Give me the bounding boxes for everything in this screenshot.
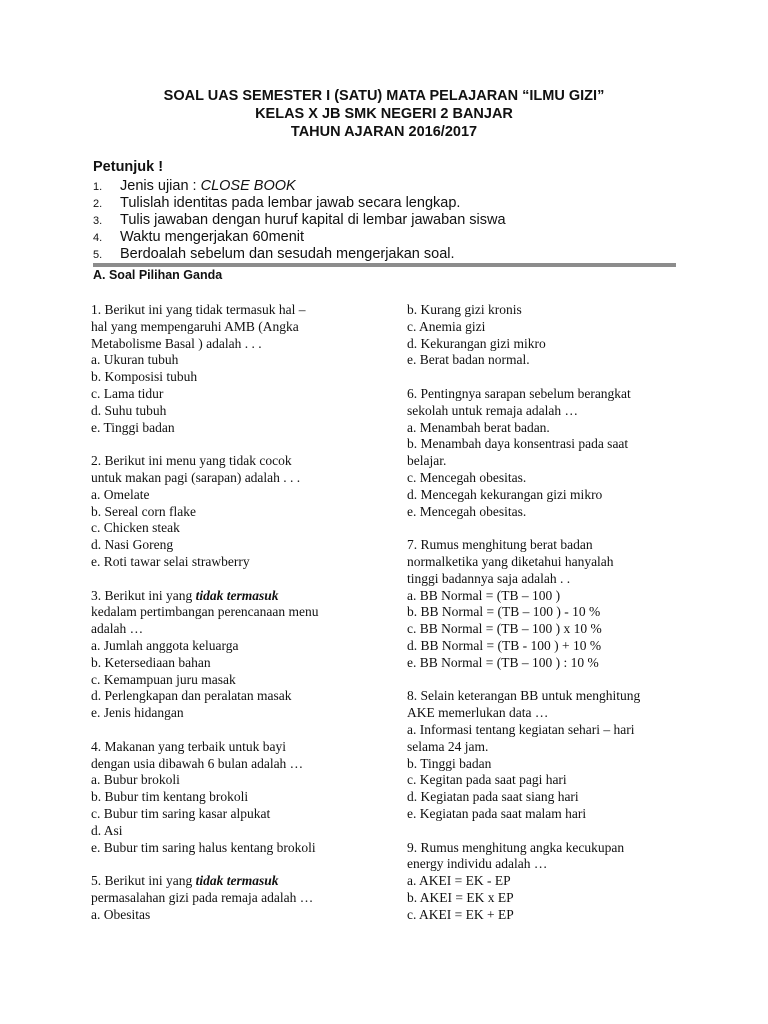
question-line (91, 806, 391, 823)
question-line (407, 470, 697, 487)
question-text: a. Ukuran tubuh (91, 352, 179, 368)
question-text: d. Perlengkapan dan peralatan masak (91, 688, 292, 704)
question-line (407, 840, 697, 857)
question-line (407, 453, 697, 470)
question-text: adalah … (91, 621, 144, 637)
instruction-number: 3. (93, 215, 103, 227)
question-text: c. Mencegah obesitas. (407, 469, 527, 485)
question-text: b. Ketersediaan bahan (91, 654, 211, 670)
instruction-number: 1. (93, 181, 103, 193)
question-line (91, 840, 391, 857)
question-line (91, 336, 391, 353)
questions-right-column (407, 302, 697, 923)
question-line (407, 772, 697, 789)
question-text: hal yang mempengaruhi AMB (Angka (91, 318, 299, 334)
question-text: d. BB Normal = (TB - 100 ) + 10 % (407, 637, 602, 653)
section-divider (93, 263, 676, 267)
question-line (91, 487, 391, 504)
question-line (91, 386, 391, 403)
question-line (407, 856, 697, 873)
question-text: e. Berat badan normal. (407, 352, 530, 368)
instruction-text: Berdoalah sebelum dan sesudah mengerjakan soal. (120, 246, 455, 262)
question-line (407, 420, 697, 437)
academic-year-line: TAHUN AJARAN 2016/2017 (290, 124, 478, 140)
question-line (407, 789, 697, 806)
instruction-item (93, 195, 506, 212)
instruction-number: 4. (93, 232, 103, 244)
question-line (407, 621, 697, 638)
question-line (91, 907, 391, 924)
emphasis-text: tidak termasuk (195, 873, 279, 889)
question-text: 2. Berikut ini menu yang tidak cocok (91, 453, 292, 469)
question-text: 8. Selain keterangan BB untuk menghitung (407, 688, 641, 704)
question-text: a. Bubur brokoli (91, 772, 180, 788)
question-line (407, 806, 697, 823)
question-line (407, 504, 697, 521)
question-text: b. Menambah daya konsentrasi pada saat (407, 436, 629, 452)
question-line (407, 655, 697, 672)
question-line (91, 688, 391, 705)
question-line (91, 655, 391, 672)
question-text: energy individu adalah … (407, 856, 548, 872)
question-line (91, 554, 391, 571)
question-line (91, 890, 391, 907)
question-line (91, 453, 391, 470)
question-text: tinggi badannya saja adalah . . (407, 570, 571, 586)
questions-left-column (91, 302, 391, 923)
question-text: permasalahan gizi pada remaja adalah … (91, 889, 314, 905)
question-text: belajar. (407, 453, 447, 469)
question-line (91, 302, 391, 319)
question-line (91, 588, 391, 605)
question-text: e. Tinggi badan (91, 419, 175, 435)
question-line (407, 403, 697, 420)
question-text: a. Menambah berat badan. (407, 419, 550, 435)
question-text: b. Sereal corn flake (91, 503, 196, 519)
question-line (407, 705, 697, 722)
question-text: selama 24 jam. (407, 738, 489, 754)
question-text: c. Bubur tim saring kasar alpukat (91, 805, 271, 821)
question-text: a. Informasi tentang kegiatan sehari – hari (407, 721, 635, 737)
instruction-text: Jenis ujian : (120, 178, 201, 194)
question-line (91, 739, 391, 756)
question-text: e. Bubur tim saring halus kentang brokoli (91, 839, 316, 855)
question-line (407, 722, 697, 739)
blank-line (91, 436, 391, 453)
blank-line (91, 856, 391, 873)
question-line (91, 504, 391, 521)
exam-title: SOAL UAS SEMESTER I (SATU) MATA PELAJARAN “ILMU GIZI” (163, 88, 605, 104)
question-line (91, 537, 391, 554)
question-text: a. Omelate (91, 486, 150, 502)
question-line (91, 823, 391, 840)
question-line (407, 588, 697, 605)
question-text: dengan usia dibawah 6 bulan adalah … (91, 755, 304, 771)
blank-line (407, 520, 697, 537)
question-line (407, 537, 697, 554)
question-line (91, 470, 391, 487)
question-line (407, 386, 697, 403)
question-line (91, 772, 391, 789)
question-line (407, 554, 697, 571)
question-text: 5. Berikut ini yang (91, 873, 196, 889)
question-text: c. BB Normal = (TB – 100 ) x 10 % (407, 621, 602, 637)
question-text: c. Kegitan pada saat pagi hari (407, 772, 567, 788)
question-line (91, 638, 391, 655)
question-text: b. Komposisi tubuh (91, 369, 198, 385)
question-text: untuk makan pagi (sarapan) adalah . . . (91, 469, 301, 485)
blank-line (407, 672, 697, 689)
question-text: b. BB Normal = (TB – 100 ) - 10 % (407, 604, 601, 620)
instructions-heading: Petunjuk ! (93, 159, 164, 175)
question-text: a. BB Normal = (TB – 100 ) (407, 587, 561, 603)
question-text: e. Mencegah obesitas. (407, 503, 527, 519)
question-text: e. BB Normal = (TB – 100 ) : 10 % (407, 654, 599, 670)
question-text: 4. Makanan yang terbaik untuk bayi (91, 738, 286, 754)
question-text: e. Jenis hidangan (91, 705, 184, 721)
question-line (91, 789, 391, 806)
instruction-item (93, 246, 506, 263)
question-line (407, 638, 697, 655)
question-text: kedalam pertimbangan perencanaan menu (91, 604, 319, 620)
question-text: d. Kekurangan gizi mikro (407, 335, 546, 351)
question-text: Metabolisme Basal ) adalah . . . (91, 335, 262, 351)
instruction-number: 2. (93, 198, 103, 210)
question-text: normalketika yang diketahui hanyalah (407, 553, 614, 569)
question-line (91, 621, 391, 638)
question-line (91, 403, 391, 420)
question-line (407, 739, 697, 756)
question-text: 9. Rumus menghitung angka kecukupan (407, 839, 625, 855)
class-school-line: KELAS X JB SMK NEGERI 2 BANJAR (255, 106, 513, 122)
instruction-item (93, 212, 506, 229)
question-line (91, 604, 391, 621)
instruction-emphasis: CLOSE BOOK (200, 178, 296, 194)
question-line (91, 369, 391, 386)
question-text: 6. Pentingnya sarapan sebelum berangkat (407, 385, 631, 401)
question-text: b. Bubur tim kentang brokoli (91, 789, 249, 805)
question-line (407, 571, 697, 588)
instruction-number: 5. (93, 249, 103, 261)
question-text: 3. Berikut ini yang (91, 587, 196, 603)
question-line (91, 319, 391, 336)
question-line (407, 756, 697, 773)
question-text: d. Suhu tubuh (91, 402, 167, 418)
question-text: 1. Berikut ini yang tidak termasuk hal – (91, 302, 306, 317)
question-text: 7. Rumus menghitung berat badan (407, 537, 593, 553)
question-line (407, 890, 697, 907)
emphasis-text: tidak termasuk (195, 587, 279, 603)
question-text: e. Roti tawar selai strawberry (91, 553, 250, 569)
question-text: c. Anemia gizi (407, 318, 486, 334)
blank-line (91, 722, 391, 739)
question-text: b. Tinggi badan (407, 755, 492, 771)
question-text: sekolah untuk remaja adalah … (407, 402, 578, 418)
question-text: c. Chicken steak (91, 520, 180, 536)
question-text: d. Nasi Goreng (91, 537, 174, 553)
instruction-text: Tulislah identitas pada lembar jawab secara lengkap. (120, 195, 461, 211)
question-line (407, 873, 697, 890)
instruction-text: Tulis jawaban dengan huruf kapital di lembar jawaban siswa (120, 212, 506, 228)
question-line (91, 420, 391, 437)
question-line (407, 352, 697, 369)
question-line (407, 604, 697, 621)
question-line (407, 907, 697, 924)
question-text: d. Mencegah kekurangan gizi mikro (407, 486, 603, 502)
question-text: a. Jumlah anggota keluarga (91, 637, 239, 653)
question-text: b. Kurang gizi kronis (407, 302, 522, 317)
instruction-item (93, 229, 506, 246)
question-text: a. AKEI = EK - EP (407, 873, 511, 889)
question-text: c. Lama tidur (91, 385, 164, 401)
question-line (91, 756, 391, 773)
question-line (91, 352, 391, 369)
question-line (407, 336, 697, 353)
question-line (91, 520, 391, 537)
question-text: b. AKEI = EK x EP (407, 889, 514, 905)
question-text: d. Kegiatan pada saat siang hari (407, 789, 579, 805)
question-text: d. Asi (91, 822, 123, 838)
question-line (407, 487, 697, 504)
instruction-item (93, 178, 506, 195)
question-line (407, 688, 697, 705)
instructions-list (93, 178, 506, 263)
question-text: c. Kemampuan juru masak (91, 671, 236, 687)
question-text: AKE memerlukan data … (407, 705, 549, 721)
question-line (407, 319, 697, 336)
question-text: e. Kegiatan pada saat malam hari (407, 805, 587, 821)
instruction-text: Waktu mengerjakan 60menit (120, 229, 305, 245)
question-line (91, 705, 391, 722)
section-title: A. Soal Pilihan Ganda (93, 268, 223, 282)
blank-line (91, 571, 391, 588)
question-line (407, 436, 697, 453)
blank-line (407, 369, 697, 386)
question-line (91, 873, 391, 890)
question-line (91, 672, 391, 689)
question-text: a. Obesitas (91, 906, 151, 922)
blank-line (407, 823, 697, 840)
question-line (407, 302, 697, 319)
question-text: c. AKEI = EK + EP (407, 906, 514, 922)
